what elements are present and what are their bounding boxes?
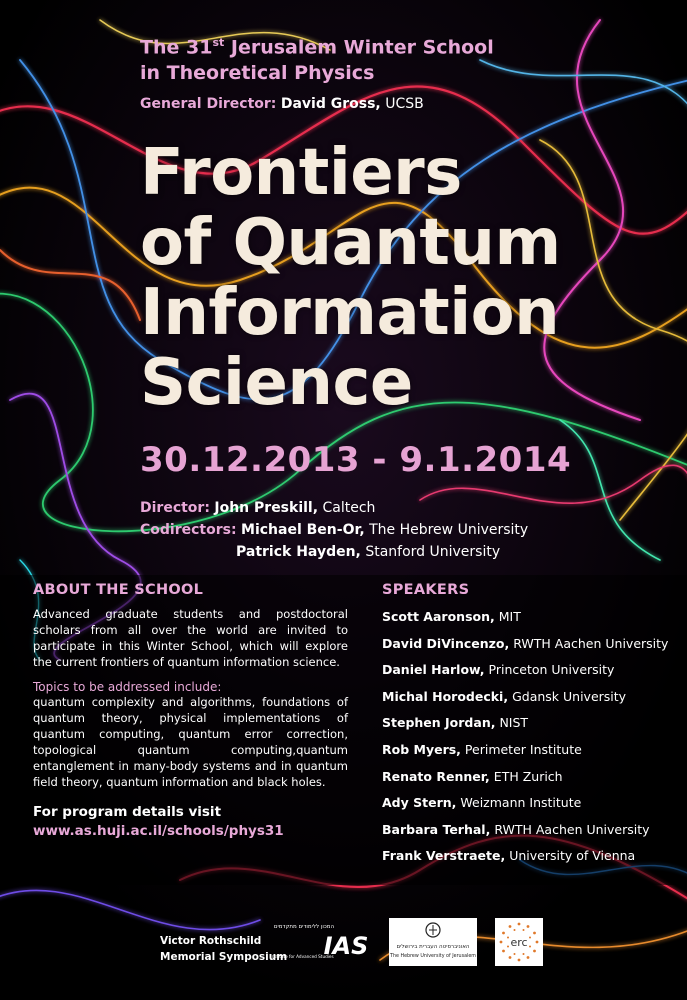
codirector-1-affil: The Hebrew University xyxy=(369,522,529,538)
speaker-affil: ETH Zurich xyxy=(493,768,563,784)
visit-label: For program details visit xyxy=(33,804,222,820)
general-director-label: General Director: xyxy=(140,96,277,112)
codirectors-label: Codirectors: xyxy=(140,522,237,538)
erc-logo-graphic xyxy=(495,918,543,966)
director-affil: Caltech xyxy=(322,500,376,516)
about-heading: ABOUT THE SCHOOL xyxy=(33,582,204,598)
list-item xyxy=(382,764,672,791)
huji-logo-graphic xyxy=(389,918,477,966)
school-ordinal: The 31 xyxy=(140,36,213,59)
general-director xyxy=(140,96,424,112)
speaker-name: David DiVincenzo, xyxy=(382,635,510,651)
speakers-section xyxy=(382,582,672,870)
hebrew-university-logo xyxy=(389,918,477,966)
symposium-label xyxy=(160,933,287,965)
school-line1: Jerusalem Winter School xyxy=(230,36,494,59)
codirector-1-name: Michael Ben-Or, xyxy=(241,522,365,538)
speaker-affil: Weizmann Institute xyxy=(460,795,582,811)
speaker-affil: RWTH Aachen University xyxy=(494,821,650,837)
list-item xyxy=(382,843,672,870)
ias-logo-graphic xyxy=(270,918,370,968)
erc-logo xyxy=(495,918,543,966)
school-line2: in Theoretical Physics xyxy=(140,62,375,85)
about-section xyxy=(33,582,348,839)
ias-logo xyxy=(270,918,370,968)
topics-heading: Topics to be addressed include: xyxy=(33,680,222,694)
list-item xyxy=(382,710,672,737)
list-item xyxy=(382,684,672,711)
speaker-name: Ady Stern, xyxy=(382,795,457,811)
ias-english-text: Institute for Advanced Studies xyxy=(270,954,334,959)
speaker-name: Scott Aaronson, xyxy=(382,609,495,624)
list-item xyxy=(382,631,672,658)
speaker-name: Renato Renner, xyxy=(382,768,490,784)
director-label: Director: xyxy=(140,500,210,516)
school-title xyxy=(140,30,494,86)
program-link[interactable]: www.as.huji.ac.il/schools/phys31 xyxy=(33,823,284,839)
speaker-name: Daniel Harlow, xyxy=(382,662,485,678)
topics-text: quantum complexity and algorithms, foundations of quantum theory, physical implementations of quantum computing, quantum error correction, topological quantum computing,quantum entanglement in many-body systems and in quantum field theory, quantum information and black holes. xyxy=(33,695,348,789)
speakers-heading: SPEAKERS xyxy=(382,582,470,598)
ias-mark: IAS xyxy=(323,932,369,960)
list-item xyxy=(382,817,672,844)
codirector-2-name: Patrick Hayden, xyxy=(236,544,361,560)
speaker-affil: Perimeter Institute xyxy=(464,741,582,757)
list-item xyxy=(382,657,672,684)
about-paragraph: Advanced graduate students and postdoctoral scholars from all over the world are invited to participate in this Winter School, which will explore the current frontiers of quantum information science. xyxy=(33,607,348,669)
speaker-name: Michal Horodecki, xyxy=(382,688,509,704)
director-name: John Preskill, xyxy=(214,500,319,516)
ias-hebrew-text: המכון ללימודים מתקדמים xyxy=(273,924,335,930)
erc-mark: erc xyxy=(510,936,528,949)
speaker-name: Stephen Jordan, xyxy=(382,715,496,731)
speaker-affil: Princeton University xyxy=(488,662,615,678)
huji-hebrew-text: האוניברסיטה העברית בירושלים xyxy=(396,944,470,950)
event-dates: 30.12.2013 - 9.1.2014 xyxy=(140,440,572,480)
huji-english-text: The Hebrew University of Jerusalem xyxy=(390,954,476,959)
list-item xyxy=(382,604,672,631)
symposium-line-2: Memorial Symposium xyxy=(160,951,288,963)
general-director-name: David Gross, xyxy=(280,96,381,112)
speaker-name: Rob Myers, xyxy=(382,741,461,757)
symposium-line-1: Victor Rothschild xyxy=(160,935,262,947)
general-director-affil: UCSB xyxy=(385,96,424,112)
speaker-name: Barbara Terhal, xyxy=(382,821,491,837)
speaker-affil: MIT xyxy=(498,609,521,624)
speaker-affil: Gdansk University xyxy=(512,688,627,704)
school-ordinal-suffix: st xyxy=(212,36,225,49)
speaker-affil: NIST xyxy=(499,715,529,731)
speaker-affil: RWTH Aachen University xyxy=(513,635,669,651)
directors-block xyxy=(140,497,528,563)
list-item xyxy=(382,790,672,817)
page-title xyxy=(140,138,561,418)
title-line-1: Frontiers xyxy=(140,136,462,210)
list-item xyxy=(382,737,672,764)
speaker-name: Frank Verstraete, xyxy=(382,848,506,864)
title-line-4: Science xyxy=(140,346,413,420)
title-line-3: Information xyxy=(140,276,560,350)
speaker-affil: University of Vienna xyxy=(509,848,636,864)
speakers-list xyxy=(382,604,672,870)
codirector-2-affil: Stanford University xyxy=(365,544,501,560)
title-line-2: of Quantum xyxy=(140,206,561,280)
